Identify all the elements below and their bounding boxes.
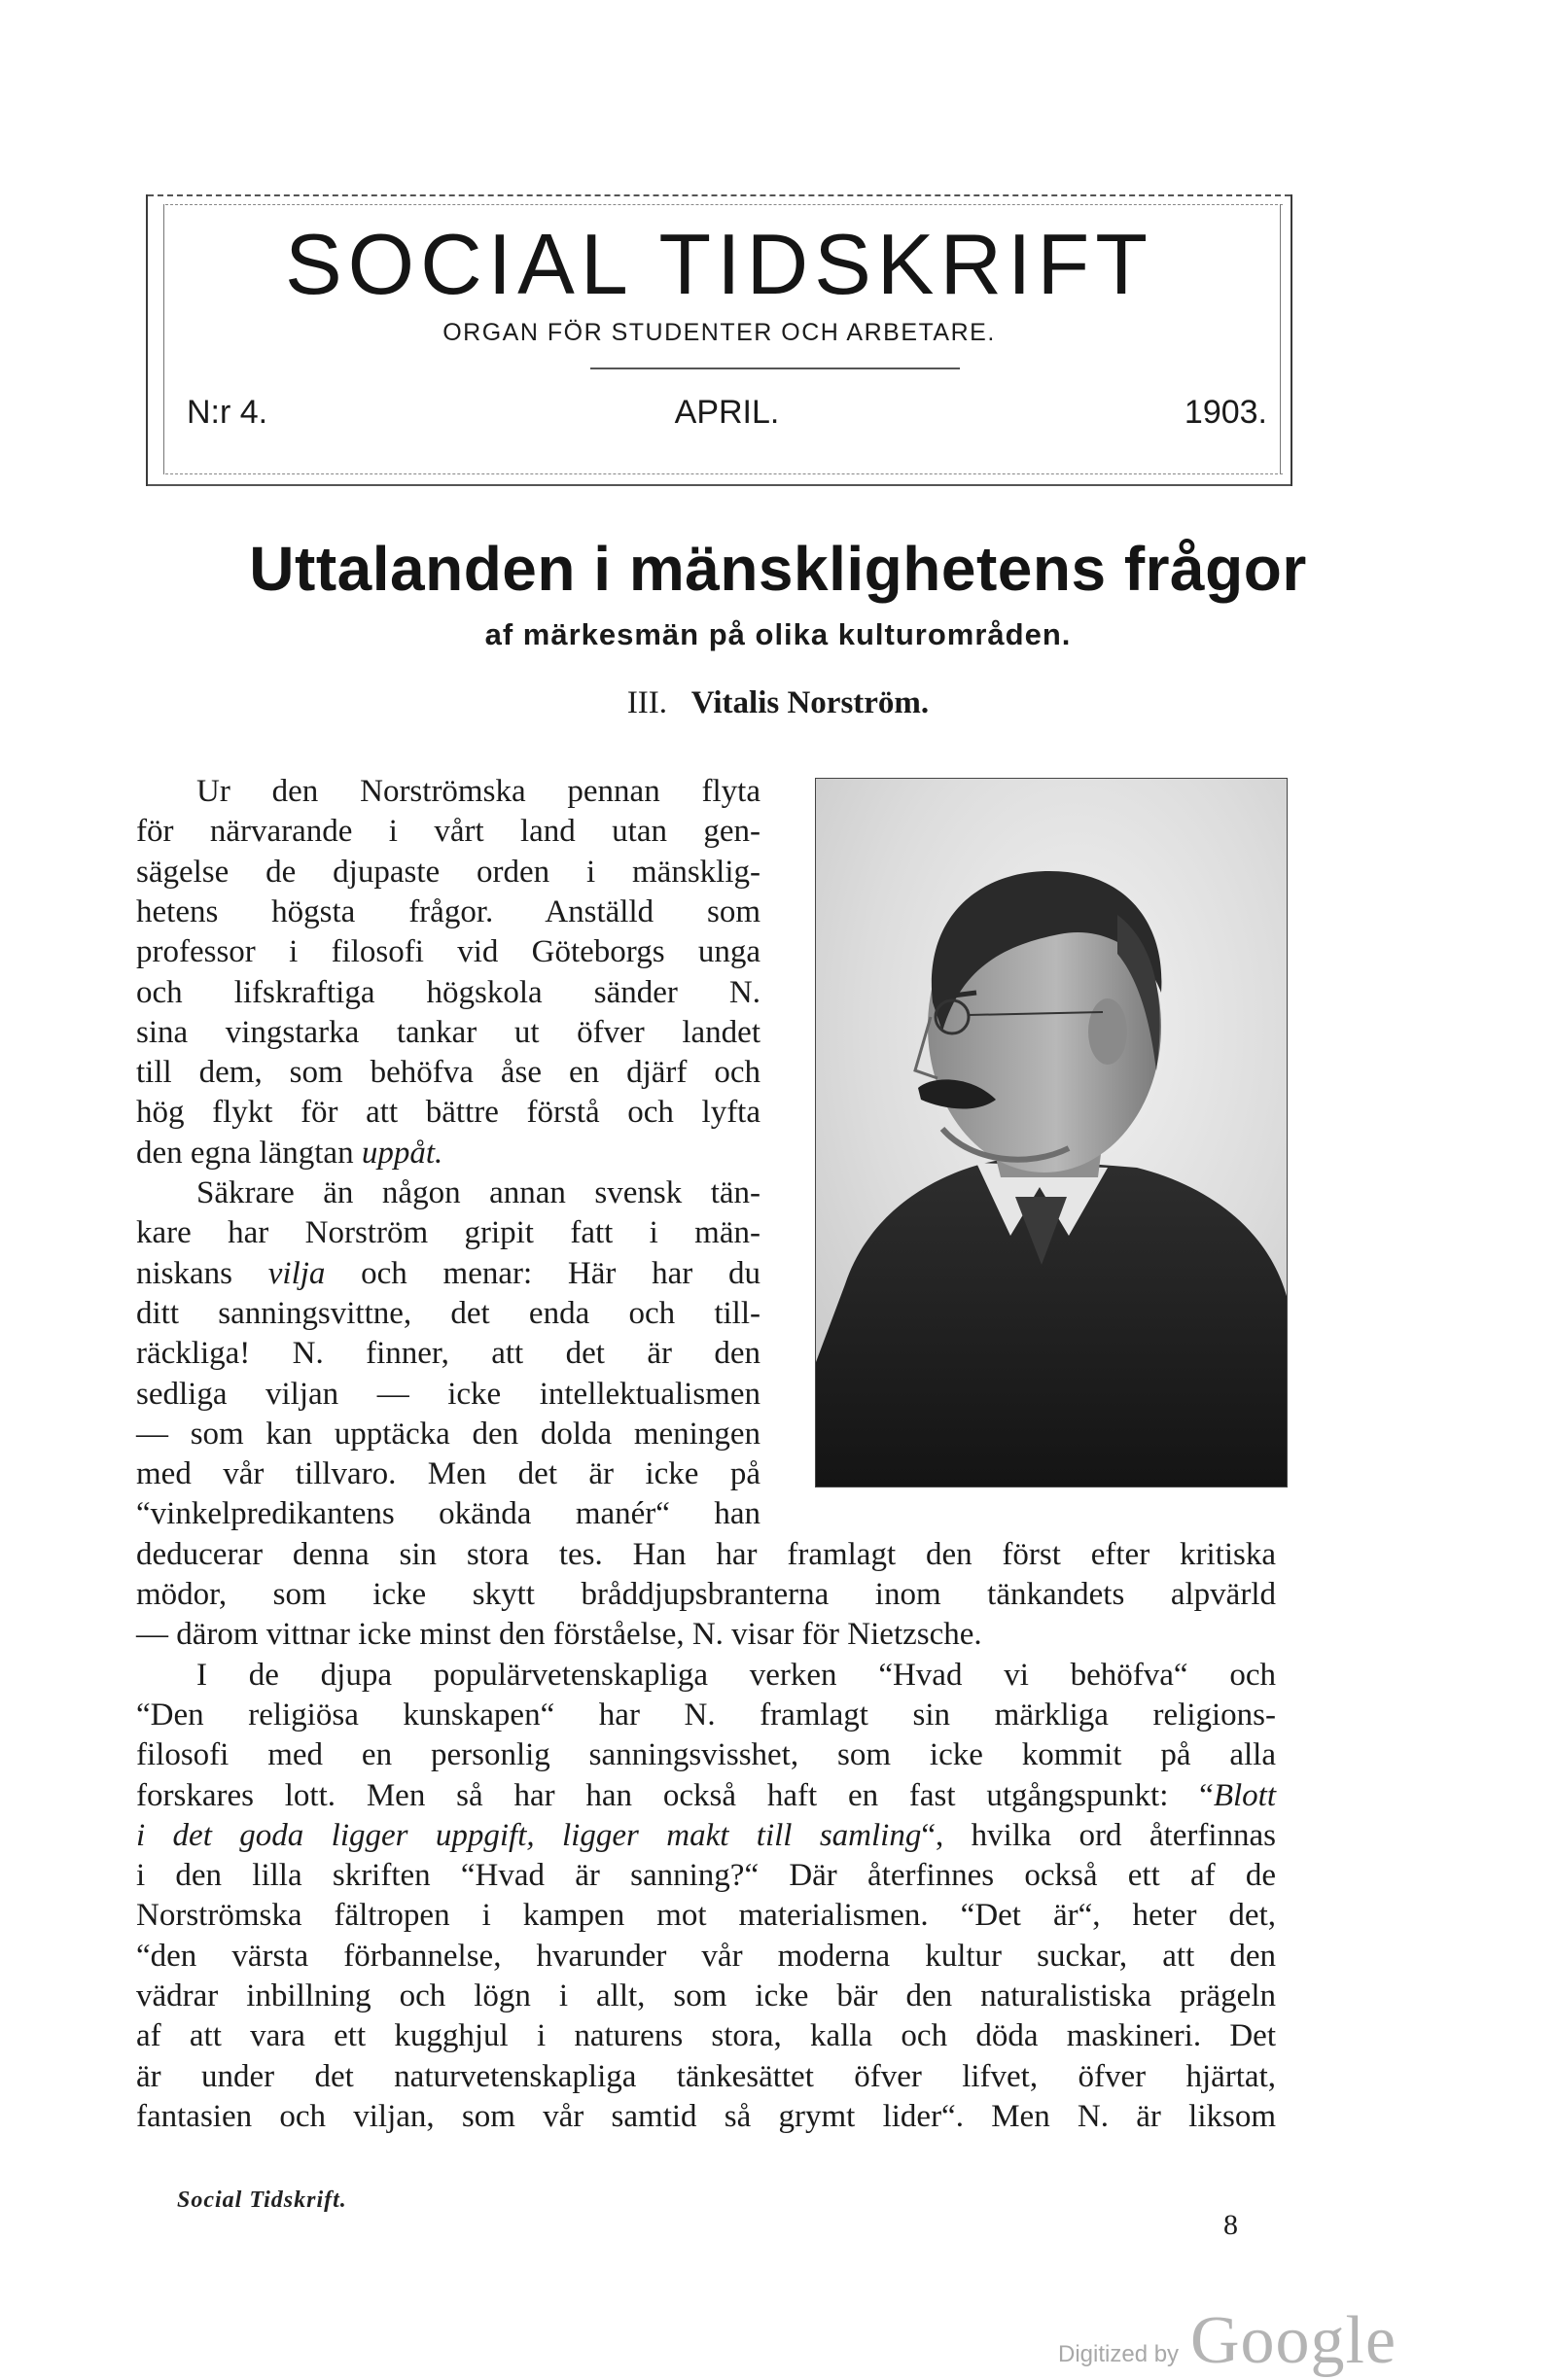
- masthead: [146, 194, 1292, 486]
- body-text-line: [136, 1579, 1276, 1611]
- issue-number: N:r 4.: [187, 394, 268, 431]
- body-text-segment: af att vara ett kugghjul i naturens stora, kalla och döda maskineri. Det: [136, 2018, 1276, 2053]
- body-text-segment: — därom vittnar icke minst den förståelse, N. visar för Nietzsche.: [136, 1617, 982, 1652]
- body-text-line: [136, 1097, 760, 1129]
- portrait-illustration: [816, 779, 1288, 1488]
- body-text-line: [136, 816, 760, 848]
- section-name: Vitalis Norström.: [690, 685, 930, 720]
- body-text-line: [136, 857, 760, 889]
- body-text-segment: “vinkelpredikantens okända manér“ han: [136, 1496, 760, 1531]
- body-text-segment: och menar: Här har du: [325, 1256, 761, 1291]
- body-text-segment: fantasien och viljan, som vår samtid så grymt lider“. Men N. är liksom: [136, 2099, 1276, 2134]
- body-text-italic: i det goda ligger uppgift, ligger makt till samling: [136, 1818, 922, 1853]
- body-text-line: [136, 1780, 1276, 1812]
- issue-year: 1903.: [1184, 394, 1267, 431]
- footer-journal-name: Social Tidskrift.: [177, 2188, 347, 2213]
- body-text-segment: och lifskraftiga högskola sänder N.: [136, 975, 760, 1010]
- body-text-segment: kare har Norström gripit fatt i män-: [136, 1215, 760, 1250]
- body-text-line: [136, 1699, 1276, 1732]
- body-text-segment: filosofi med en personlig sanningsvisshet, som icke kommit på alla: [136, 1737, 1276, 1772]
- body-text-segment: med vår tillvaro. Men det är icke på: [136, 1456, 760, 1491]
- article-title: Uttalanden i mänsklighetens frågor: [249, 534, 1307, 604]
- body-text-line: [136, 1739, 1276, 1771]
- body-text-line: [136, 1138, 760, 1170]
- section-number: III.: [626, 685, 668, 720]
- masthead-rule: [148, 194, 1291, 196]
- body-text-line: [136, 2020, 1276, 2052]
- body-text-segment: Ur den Norströmska pennan flyta: [196, 774, 760, 809]
- page-number: 8: [1223, 2209, 1238, 2241]
- body-text-segment: “, hvilka ord återfinnas: [921, 1818, 1276, 1853]
- body-text-segment: är under det naturvetenskapliga tänkesättet öfver lifvet, öfver hjärtat,: [136, 2059, 1276, 2094]
- body-text-line: [136, 896, 760, 928]
- body-text-line: [136, 1900, 1276, 1932]
- journal-subtitle: ORGAN FÖR STUDENTER OCH ARBETARE.: [442, 319, 996, 346]
- body-text-line: [196, 776, 760, 808]
- body-text-line: [196, 1660, 1276, 1692]
- body-text-segment: hög flykt för att bättre förstå och lyfta: [136, 1095, 760, 1130]
- body-text-segment: Norströmska fältropen i kampen mot materialismen. “Det är“, heter det,: [136, 1898, 1276, 1933]
- body-text-segment: professor i filosofi vid Göteborgs unga: [136, 934, 760, 969]
- masthead-rule: [148, 484, 1291, 486]
- body-text-line: [136, 1298, 760, 1330]
- body-text-segment: I de djupa populärvetenskapliga verken “Hvad vi behöfva“ och: [196, 1658, 1276, 1693]
- body-text-segment: deducerar denna sin stora tes. Han har framlagt den först efter kritiska: [136, 1537, 1276, 1572]
- body-text-line: [136, 1338, 760, 1370]
- body-text-line: [136, 1418, 760, 1451]
- body-text-line: [136, 1980, 1276, 2012]
- body-text-line: [136, 1258, 760, 1290]
- body-text-segment: den egna längtan: [136, 1136, 362, 1171]
- body-text-line: [136, 1860, 1276, 1892]
- body-text-segment: — som kan upptäcka den dolda meningen: [136, 1417, 760, 1452]
- body-text-segment: i den lilla skriften “Hvad är sanning?“ Där återfinnes också ett af de: [136, 1858, 1276, 1893]
- journal-title: SOCIAL TIDSKRIFT: [284, 216, 1154, 312]
- body-text-segment: niskans: [136, 1256, 268, 1291]
- body-text-segment: Säkrare än någon annan svensk tän-: [196, 1175, 760, 1210]
- body-text-segment: mödor, som icke skytt bråddjupsbranterna inom tänkandets alpvärld: [136, 1577, 1276, 1612]
- body-text-segment: forskares lott. Men så har han också haft en fast utgångspunkt: “: [136, 1778, 1214, 1813]
- body-text-line: [136, 1498, 760, 1530]
- body-text-line: [196, 1177, 760, 1209]
- body-text-segment: “Den religiösa kunskapen“ har N. framlagt sin märkliga religions-: [136, 1698, 1276, 1732]
- body-text-line: [136, 1458, 760, 1490]
- section-heading: [0, 685, 1556, 721]
- body-text-segment: till dem, som behöfva åse en djärf och: [136, 1055, 760, 1090]
- body-text-segment: ditt sanningsvittne, det enda och till-: [136, 1296, 760, 1331]
- body-text-segment: sina vingstarka tankar ut öfver landet: [136, 1015, 760, 1050]
- body-text-italic: Blott: [1213, 1778, 1276, 1813]
- body-text-line: [136, 1017, 760, 1049]
- body-text-line: [136, 2101, 1276, 2133]
- body-text-line: [136, 1820, 1276, 1852]
- digitized-label: Digitized by: [1058, 2341, 1180, 2367]
- body-text-segment: för närvarande i vårt land utan gen-: [136, 814, 760, 849]
- body-text-segment: sägelse de djupaste orden i mänsklig-: [136, 855, 760, 890]
- issue-info-row: [187, 394, 1267, 442]
- body-text-line: [136, 1539, 1276, 1571]
- body-text-segment: vädrar inbillning och lögn i allt, som icke bär den naturalistiska prägeln: [136, 1978, 1276, 2013]
- article-subtitle: af märkesmän på olika kulturområden.: [484, 617, 1072, 651]
- body-text-line: [136, 977, 760, 1009]
- body-text-italic: uppåt.: [361, 1136, 443, 1171]
- body-text-line: [136, 936, 760, 968]
- body-text-line: [136, 1619, 1276, 1651]
- body-text-line: [136, 1379, 760, 1411]
- issue-month: APRIL.: [674, 394, 780, 431]
- body-text-line: [136, 1217, 760, 1249]
- portrait-photo: [815, 778, 1288, 1488]
- body-text-segment: sedliga viljan — icke intellektualismen: [136, 1377, 760, 1412]
- body-text-segment: “den värsta förbannelse, hvarunder vår moderna kultur suckar, att den: [136, 1939, 1276, 1974]
- google-watermark: Google: [1190, 2303, 1397, 2378]
- body-text-italic: vilja: [267, 1256, 326, 1291]
- body-text-segment: räckliga! N. finner, att det är den: [136, 1336, 760, 1371]
- body-text-line: [136, 1057, 760, 1089]
- body-text-line: [136, 2061, 1276, 2093]
- body-text-segment: hetens högsta frågor. Anställd som: [136, 894, 760, 929]
- masthead-rule: [165, 473, 1283, 474]
- body-text-line: [136, 1941, 1276, 1973]
- masthead-rule: [165, 204, 1283, 205]
- masthead-divider: [590, 368, 960, 369]
